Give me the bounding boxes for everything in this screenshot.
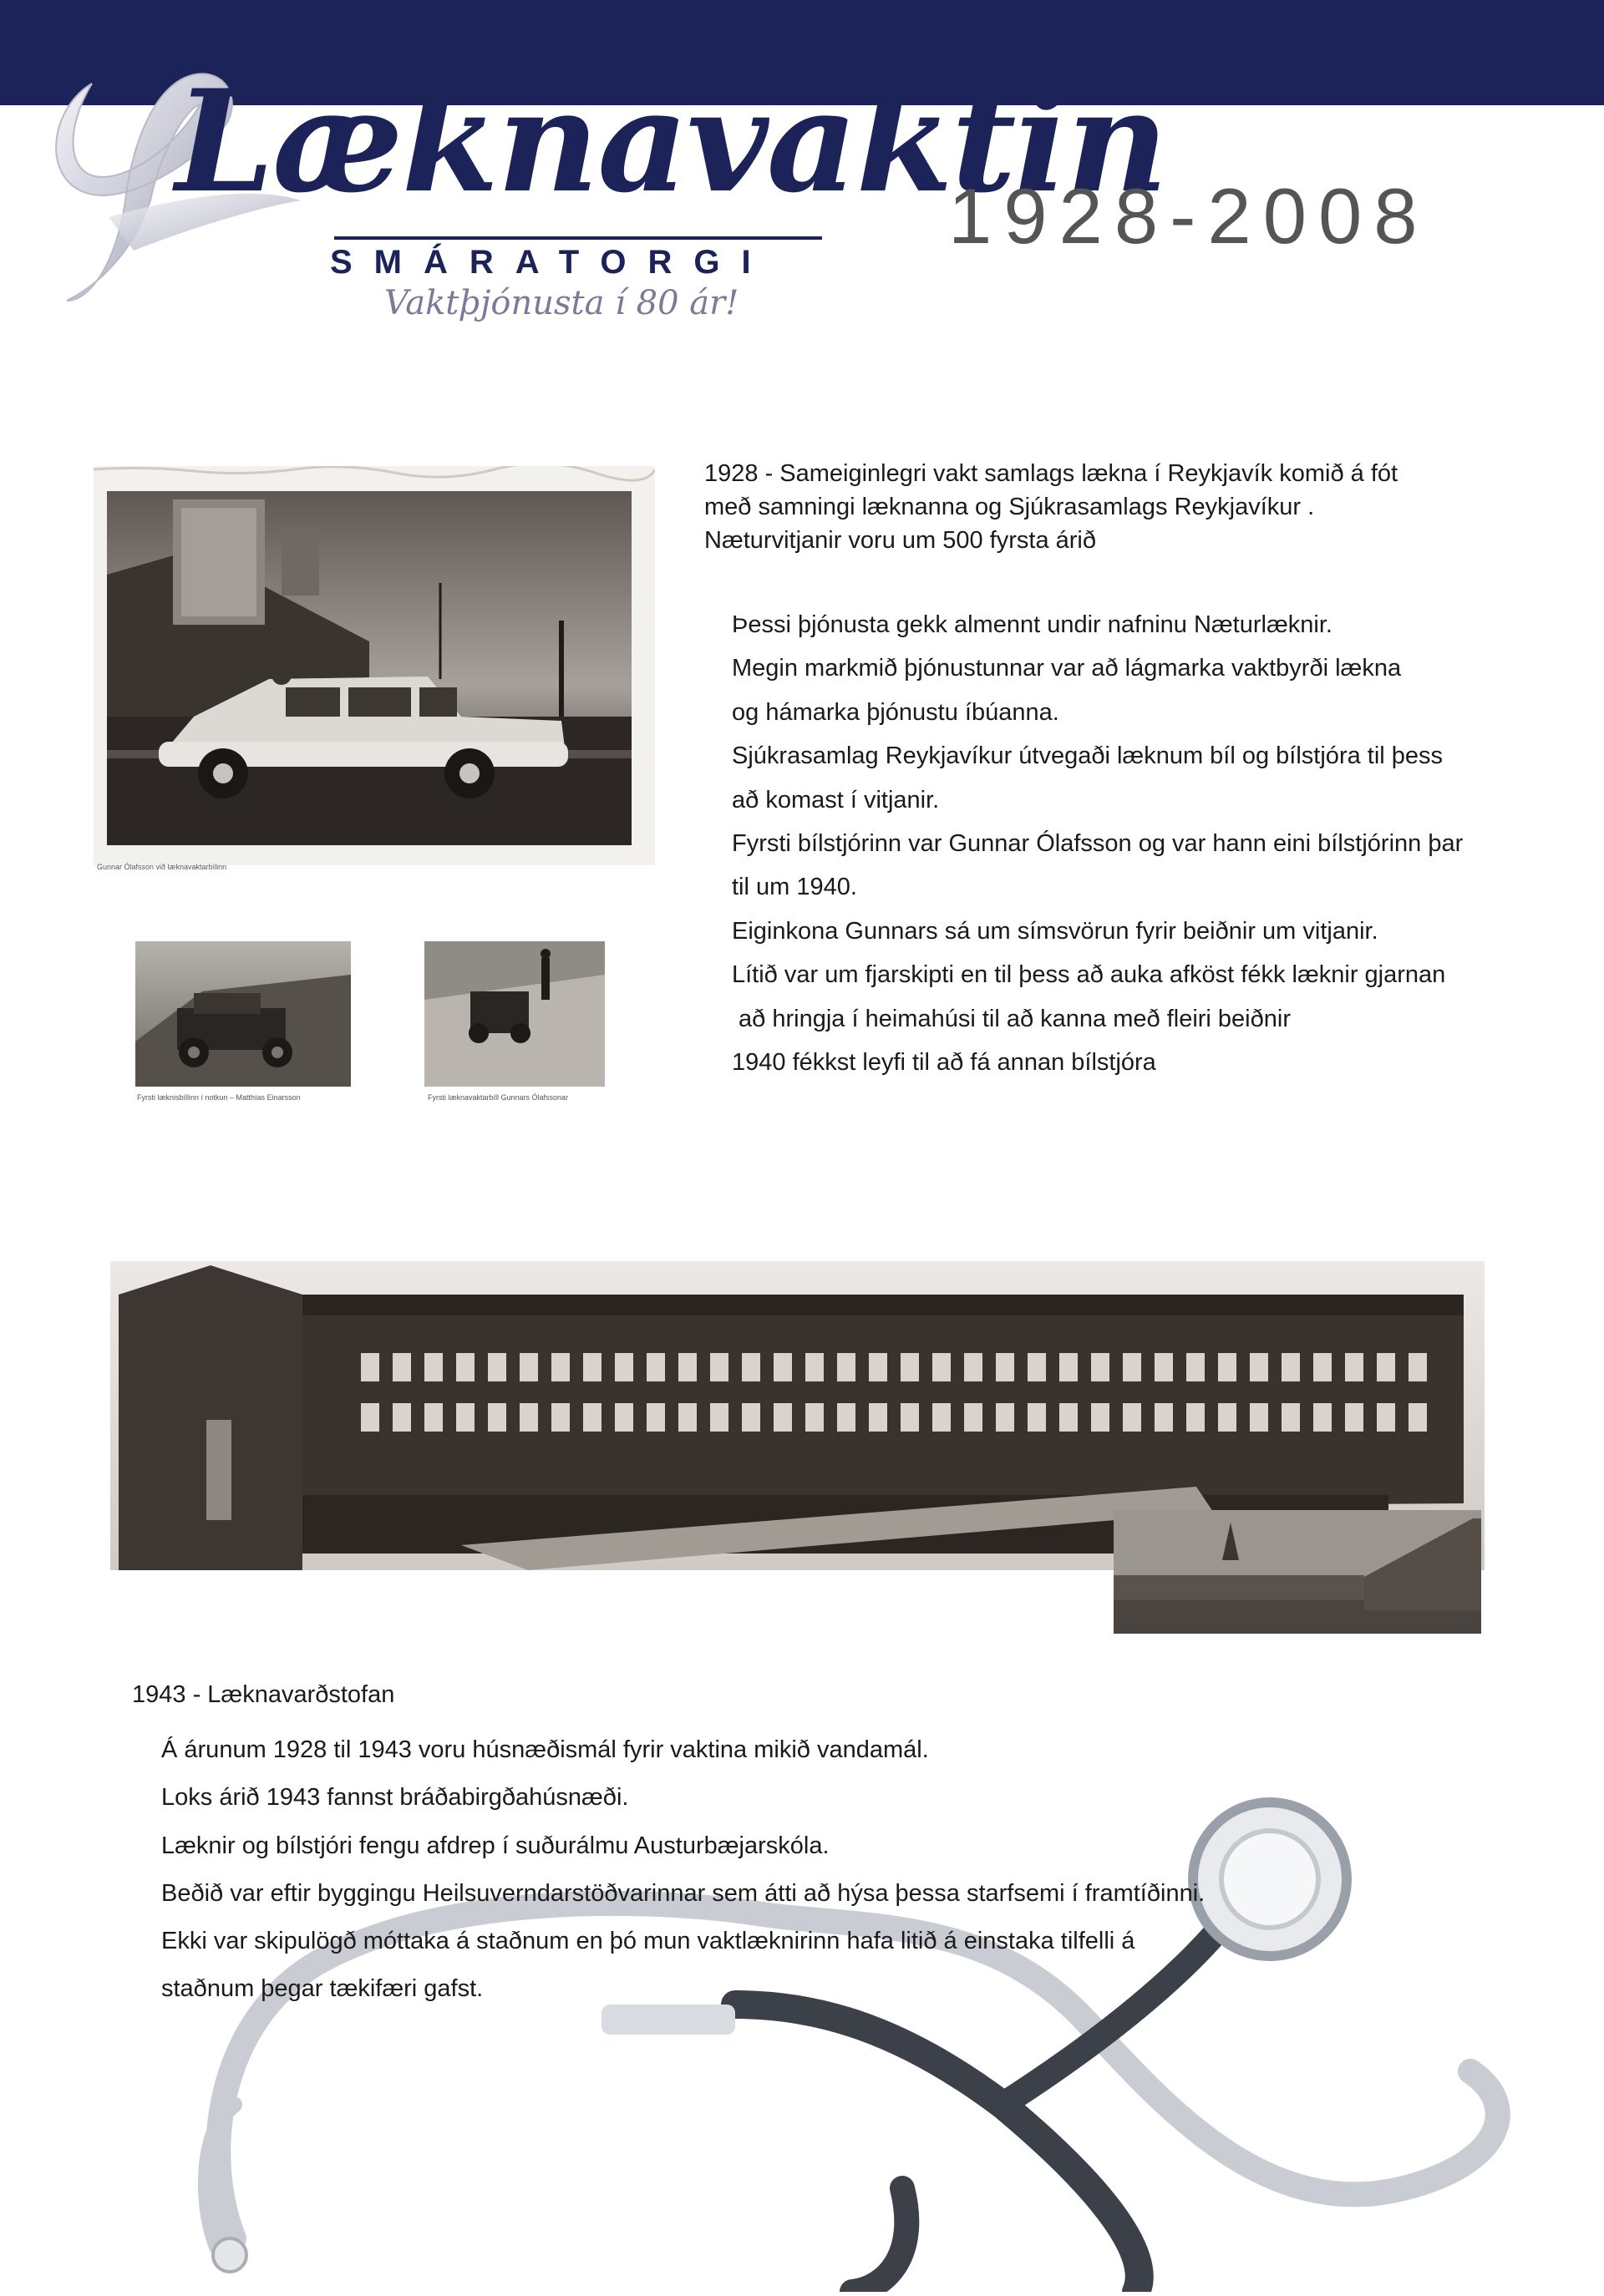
photo-car-snow — [424, 941, 605, 1087]
section2-line: staðnum þegar tækifæri gafst. — [161, 1975, 484, 2003]
building-window — [1123, 1403, 1141, 1432]
building-window — [1218, 1353, 1236, 1381]
building-window — [1059, 1403, 1078, 1432]
building-window — [901, 1353, 919, 1381]
building-window — [805, 1403, 824, 1432]
building-window — [361, 1403, 379, 1432]
section1-line: Lítið var um fjarskipti en til þess að auka afköst fékk læknir gjarnan — [732, 961, 1446, 989]
building-window — [1377, 1353, 1395, 1381]
logo-subtitle: SMÁRATORGI — [330, 244, 773, 281]
building-window — [1313, 1353, 1332, 1381]
intro-line: 1928 - Sameiginlegri vakt samlags lækna í Reykjavík komið á fót — [704, 460, 1398, 487]
logo-wordmark: Læknavaktin — [175, 58, 1167, 224]
building-window — [996, 1353, 1014, 1381]
building-window — [1186, 1353, 1205, 1381]
building-window — [647, 1353, 665, 1381]
building-window — [615, 1353, 633, 1381]
building-window — [710, 1353, 728, 1381]
building-window — [774, 1353, 792, 1381]
building-window — [1155, 1353, 1173, 1381]
building-window — [1282, 1403, 1300, 1432]
section1-line: Sjúkrasamlag Reykjavíkur útvegaði læknum bíl og bílstjóra til þess — [732, 743, 1444, 770]
building-window — [805, 1353, 824, 1381]
section1-line: að hringja í heimahúsi til að kanna með fleiri beiðnir — [732, 1005, 1291, 1032]
building-window — [583, 1353, 602, 1381]
section2-line: Ekki var skipulögð móttaka á staðnum en þó mun vaktlæknirinn hafa litið á einstaka tilfelli á — [161, 1928, 1135, 1955]
building-window — [424, 1353, 443, 1381]
building-window — [964, 1403, 982, 1432]
building-window — [678, 1353, 697, 1381]
logo-rule — [334, 236, 822, 240]
building-window — [1059, 1353, 1078, 1381]
section1-line: og hámarka þjónustu íbúanna. — [732, 698, 1059, 726]
section1-line: Fyrsti bílstjórinn var Gunnar Ólafsson og var hann eini bílstjórinn þar — [732, 830, 1464, 858]
building-window — [1155, 1403, 1173, 1432]
logo-tagline: Vaktþjónusta í 80 ár! — [384, 284, 739, 322]
building-window — [901, 1403, 919, 1432]
building-window — [996, 1403, 1014, 1432]
building-window — [551, 1353, 570, 1381]
building-window — [1345, 1353, 1363, 1381]
building-window — [1028, 1353, 1046, 1381]
building-window — [869, 1353, 887, 1381]
building-window — [774, 1403, 792, 1432]
intro-text — [704, 457, 1540, 557]
section1-line: 1940 fékkst leyfi til að fá annan bílstjóra — [732, 1049, 1156, 1077]
section1-line: Megin markmið þjónustunnar var að lágmarka vaktbyrði lækna — [732, 655, 1402, 682]
building-window — [1250, 1353, 1268, 1381]
building-window — [742, 1353, 760, 1381]
building-window — [742, 1403, 760, 1432]
section2-list — [161, 1726, 1205, 2014]
section2-line: Beðið var eftir byggingu Heilsuverndarstöðvarinnar sem átti að hýsa þessa starfsemi í framtíðinni. — [161, 1879, 1206, 1907]
building-window — [551, 1403, 570, 1432]
years-title: 1928-2008 — [948, 172, 1429, 260]
building-window — [837, 1403, 855, 1432]
photo-car-caption: Gunnar Ólafsson við læknavaktarbílinn — [97, 863, 227, 871]
logo — [33, 33, 1167, 334]
building-window — [869, 1403, 887, 1432]
building-window — [964, 1353, 982, 1381]
section1-line: Þessi þjónusta gekk almennt undir nafninu Næturlæknir. — [732, 611, 1332, 638]
building-window — [1218, 1403, 1236, 1432]
building-window — [1028, 1403, 1046, 1432]
building-window — [393, 1403, 411, 1432]
building-window — [1313, 1403, 1332, 1432]
building-window — [1409, 1403, 1427, 1432]
building-window — [1409, 1353, 1427, 1381]
photo-old-car-caption: Fyrsti læknisbíllinn í notkun – Matthías Einarsson — [137, 1093, 301, 1102]
building-window — [361, 1353, 379, 1381]
building-window — [678, 1403, 697, 1432]
building-window — [1282, 1353, 1300, 1381]
building-window — [1091, 1403, 1109, 1432]
photo-old-car — [135, 941, 351, 1087]
building-window — [456, 1403, 475, 1432]
building-window — [488, 1353, 506, 1381]
section1-line: til um 1940. — [732, 874, 857, 901]
section1-line: Eiginkona Gunnars sá um símsvörun fyrir beiðnir um vitjanir. — [732, 917, 1378, 945]
building-window — [393, 1353, 411, 1381]
section1-list — [732, 603, 1463, 1084]
building-window — [710, 1403, 728, 1432]
section2-line: Á árunum 1928 til 1943 voru húsnæðismál fyrir vaktina mikið vandamál. — [161, 1736, 929, 1763]
photo-car — [94, 466, 655, 865]
photo-building-small — [1114, 1510, 1481, 1634]
building-window — [932, 1353, 951, 1381]
building-window — [1377, 1403, 1395, 1432]
section2-line: Loks árið 1943 fannst bráðabirgðahúsnæði. — [161, 1784, 629, 1812]
building-window — [424, 1403, 443, 1432]
photo-car-snow-caption: Fyrsti læknavaktarbíll Gunnars Ólafssonar — [428, 1093, 569, 1102]
building-window — [1250, 1403, 1268, 1432]
intro-line: Næturvitjanir voru um 500 fyrsta árið — [704, 527, 1096, 554]
section1-line: að komast í vitjanir. — [732, 786, 940, 813]
building-window — [932, 1403, 951, 1432]
building-window — [488, 1403, 506, 1432]
building-window — [520, 1353, 538, 1381]
building-window — [456, 1353, 475, 1381]
building-window — [647, 1403, 665, 1432]
building-window — [1345, 1403, 1363, 1432]
section2-title: 1943 - Læknavarðstofan — [132, 1681, 395, 1708]
building-window — [1186, 1403, 1205, 1432]
building-window — [520, 1403, 538, 1432]
building-window — [615, 1403, 633, 1432]
building-window — [1123, 1353, 1141, 1381]
building-window — [1091, 1353, 1109, 1381]
section2-line: Læknir og bílstjóri fengu afdrep í suðurálmu Austurbæjarskóla. — [161, 1832, 830, 1859]
intro-line: með samningi læknanna og Sjúkrasamlags Reykjavíkur . — [704, 494, 1315, 520]
building-window — [837, 1353, 855, 1381]
building-window — [583, 1403, 602, 1432]
